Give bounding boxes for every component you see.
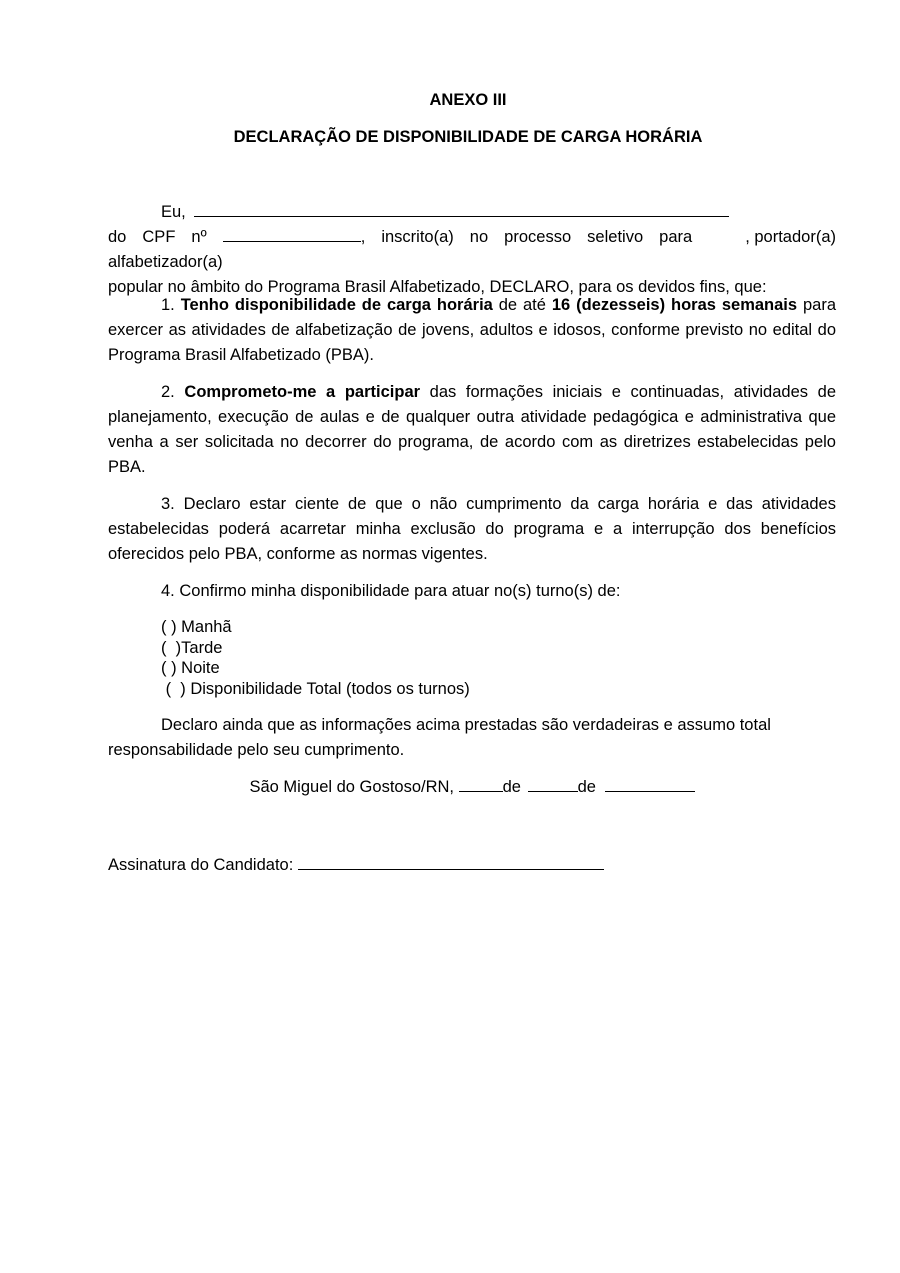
item-4-text: Confirmo minha disponibilidade para atuar no(s) turno(s) de:	[174, 582, 621, 600]
intro-paragraph	[108, 200, 836, 300]
option-full-availability[interactable]: ( ) Disponibilidade Total (todos os turnos)	[161, 680, 470, 699]
place-date-line	[108, 775, 836, 800]
document-title: DECLARAÇÃO DE DISPONIBILIDADE DE CARGA HORÁRIA	[233, 128, 703, 146]
closing-text: Declaro ainda que as informações acima prestadas são verdadeiras e assumo total responsabilidade pelo seu cumprimento.	[108, 716, 771, 759]
de-label-1: de	[502, 778, 521, 796]
signature-line	[108, 853, 836, 878]
intro-inscrito: , inscrito(a) no processo seletivo para alfabetizador(a)	[108, 228, 693, 271]
item-1-text-1: de até	[492, 296, 552, 314]
item-2-bold-1: Comprometo-me a participar	[184, 383, 421, 401]
intro-portador: , portador(a)	[745, 228, 836, 246]
day-field[interactable]	[459, 775, 503, 792]
cpf-label: do CPF nº	[108, 228, 207, 246]
cpf-field[interactable]	[223, 225, 361, 242]
item-3	[108, 492, 836, 567]
item-number: 4.	[161, 582, 175, 600]
item-number: 3.	[161, 495, 175, 513]
option-morning[interactable]: ( ) Manhã	[161, 618, 232, 636]
signature-field[interactable]	[298, 853, 604, 870]
item-1-bold-2: 16 (dezesseis) horas semanais	[551, 296, 798, 314]
option-afternoon[interactable]: ( )Tarde	[161, 638, 223, 657]
item-3-text: Declaro estar ciente de que o não cumprimento da carga horária e das atividades estabelecidas poderá acarretar minha exclusão do programa e a interrupção dos benefícios oferecidos pelo PBA, conforme as normas vigentes.	[108, 495, 836, 563]
item-4	[108, 579, 836, 604]
intro-eu: Eu,	[161, 203, 186, 221]
item-number: 1.	[161, 296, 175, 314]
item-2	[108, 380, 836, 480]
de-label-2: de	[577, 778, 596, 796]
month-field[interactable]	[528, 775, 578, 792]
name-field[interactable]	[194, 200, 729, 217]
year-field[interactable]	[605, 775, 695, 792]
city-label: São Miguel do Gostoso/RN,	[249, 778, 455, 796]
item-1	[108, 293, 836, 368]
annex-heading: ANEXO III	[429, 91, 507, 109]
closing-paragraph	[108, 713, 836, 763]
signature-label: Assinatura do Candidato:	[108, 856, 294, 874]
item-1-bold-1: Tenho disponibilidade de carga horária	[180, 296, 493, 314]
intro-line-3: popular no âmbito do Programa Brasil Alfabetizado, DECLARO, para os devidos fins, que:	[108, 278, 767, 296]
item-2-text-1: das formações iniciais e continuadas, atividades de planejamento, execução de aulas e de qualquer outra atividade pedagógica e administrativa que venha a ser solicitada no decorrer do programa, de acordo com as diretrizes estabelecidas pelo PBA.	[108, 383, 837, 476]
item-1-text-2: para exercer as atividades de alfabetização de jovens, adultos e idosos, conforme previsto no edital do Programa Brasil Alfabetizado (PBA).	[108, 296, 836, 364]
item-number: 2.	[161, 383, 175, 401]
shift-options	[161, 617, 470, 700]
option-night[interactable]: ( ) Noite	[161, 659, 220, 678]
